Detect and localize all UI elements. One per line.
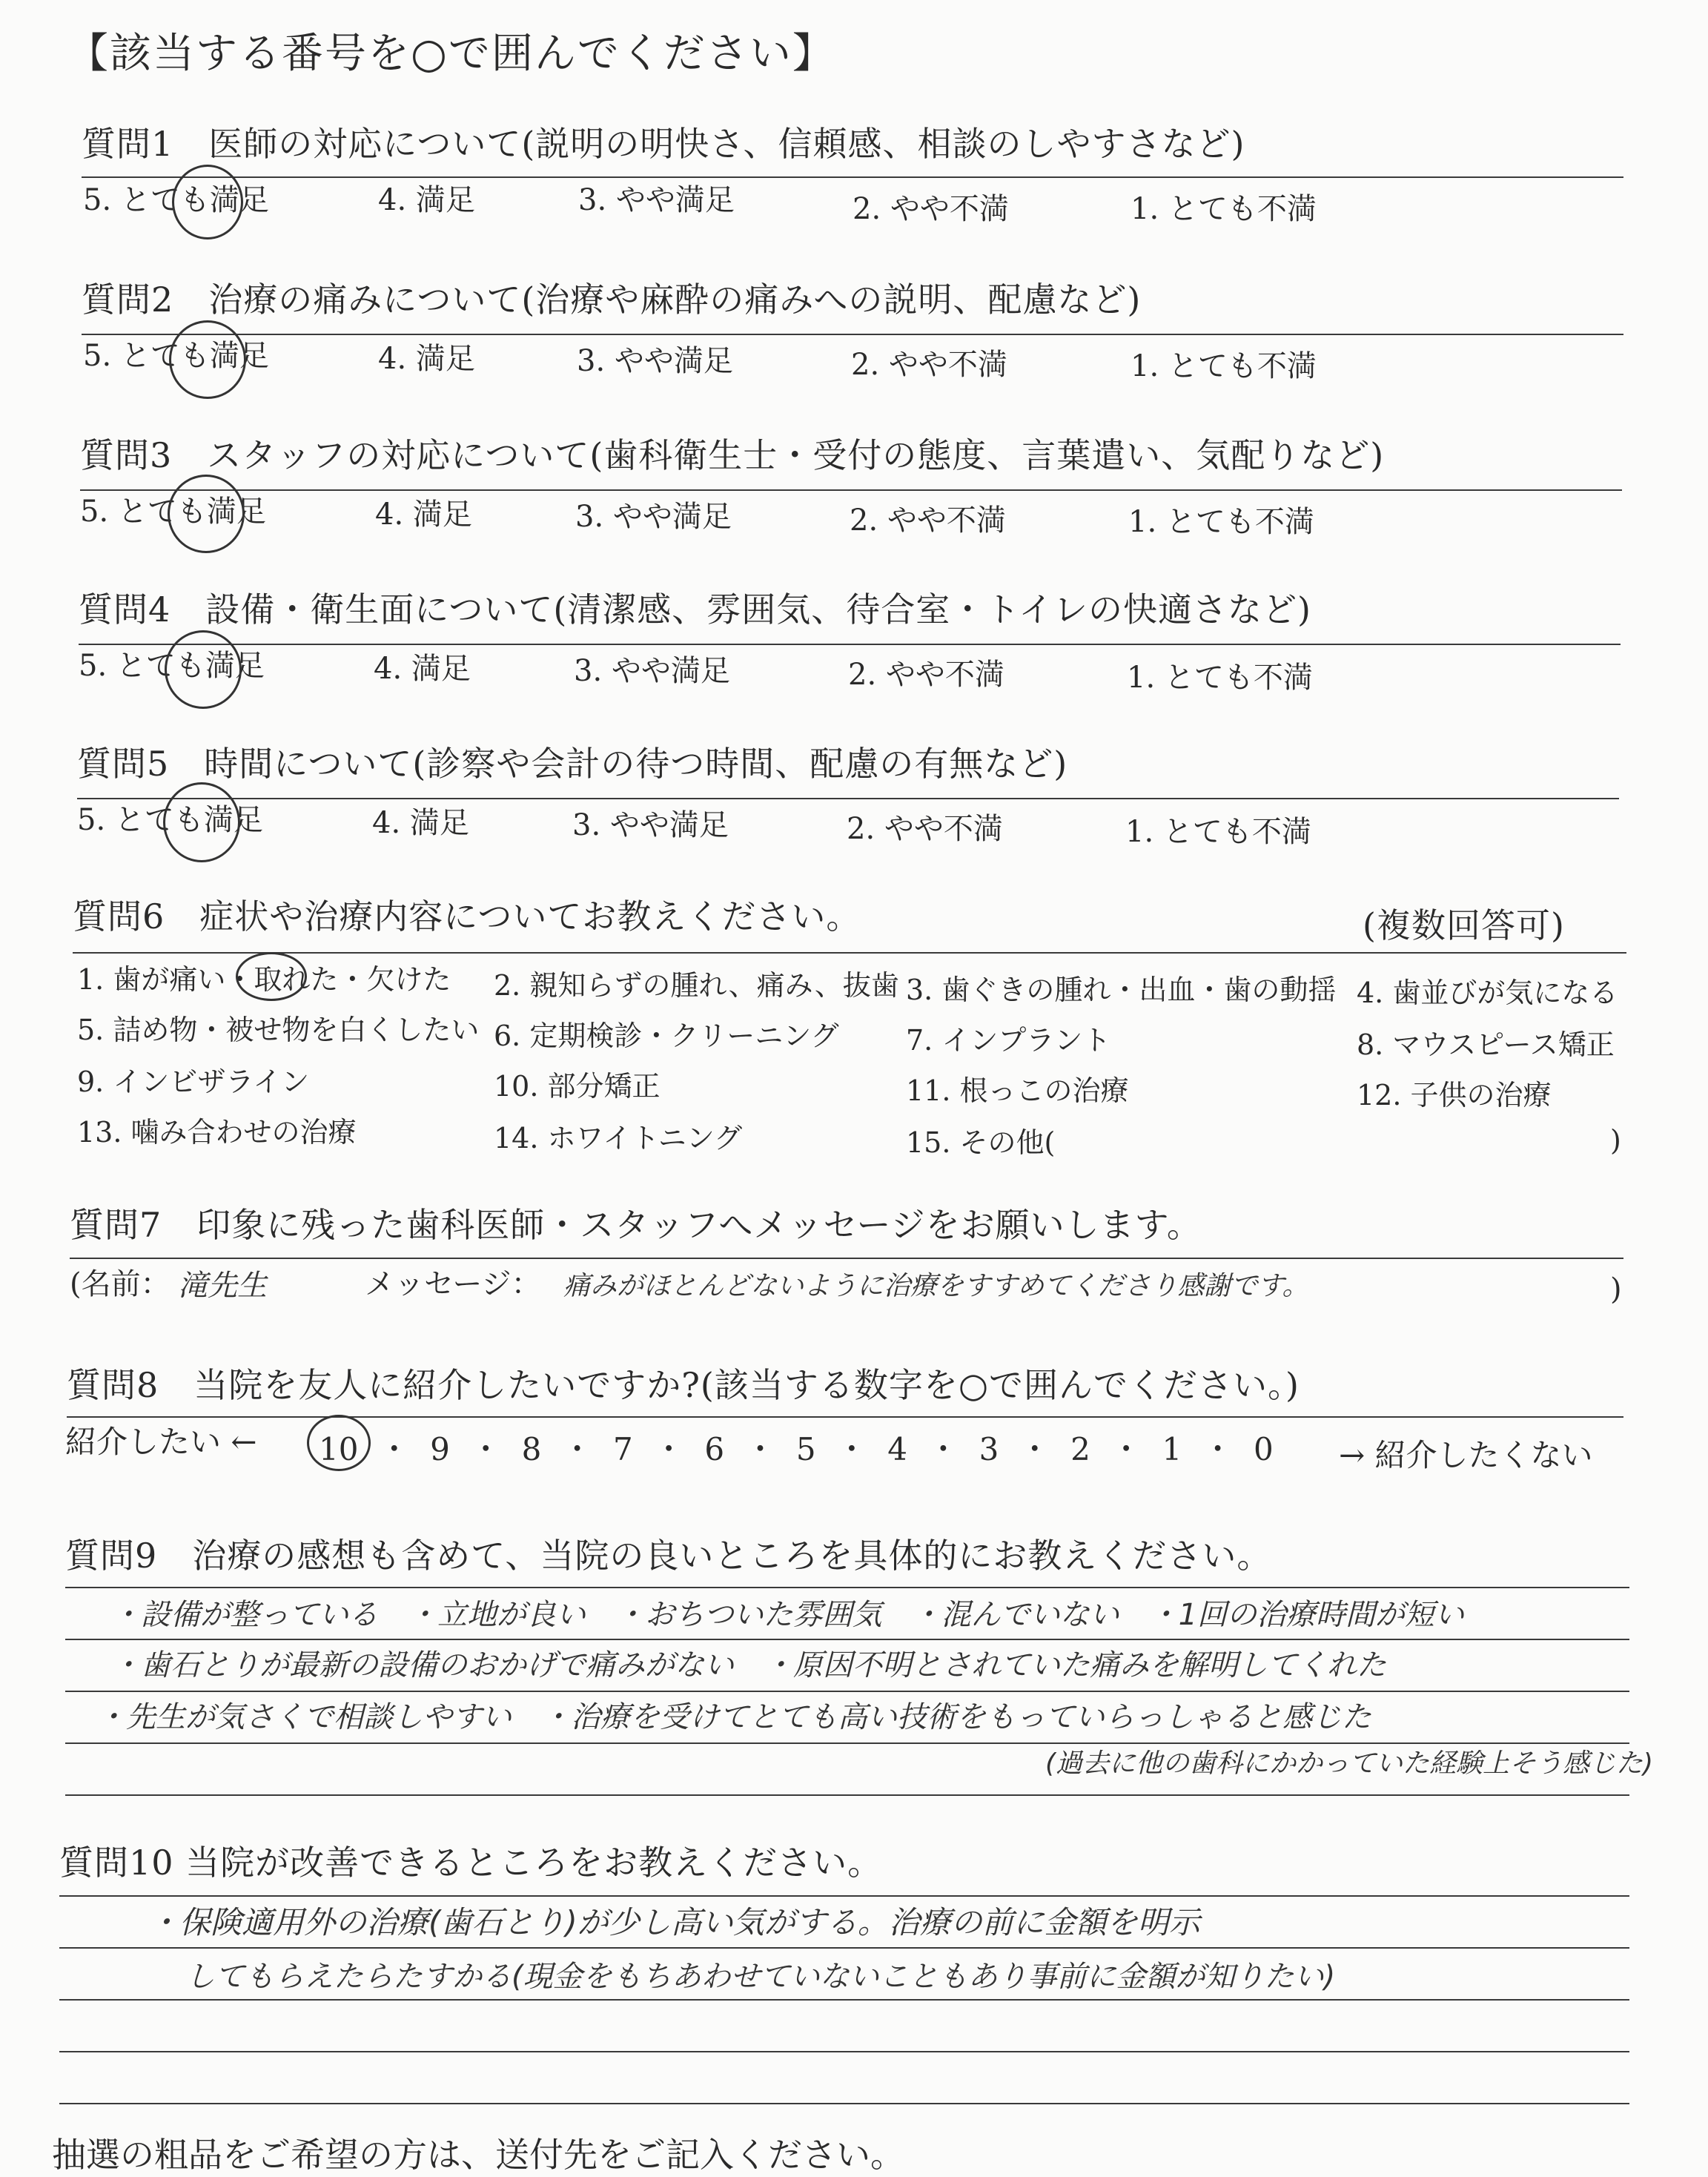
q9-title: 質問9 治療の感想も含めて、当院の良いところを具体的にお教えください。	[65, 1536, 1272, 1576]
q7-close-paren: )	[1610, 1272, 1622, 1306]
q3-option-5[interactable]: 5. とても満足	[80, 495, 266, 529]
q1-option-1[interactable]: 1. とても不満	[1131, 192, 1317, 226]
q6-option-5[interactable]: 5. 詰め物・被せ物を白くしたい	[77, 1014, 480, 1046]
q5-option-4[interactable]: 4. 満足	[372, 806, 469, 840]
q2-option-3[interactable]: 3. やや満足	[577, 344, 733, 378]
q5-option-1[interactable]: 1. とても不満	[1125, 815, 1311, 849]
footer-instruction: 抽選の粗品をご希望の方は、送付先をご記入ください。	[52, 2135, 904, 2175]
q4-option-5[interactable]: 5. とても満足	[79, 649, 265, 683]
q1-option-5[interactable]: 5. とても満足	[83, 183, 269, 217]
q4-selection-circle	[165, 630, 242, 709]
q8-right-label: → 紹介したくない	[1339, 1437, 1593, 1473]
q9-line-4[interactable]: (過去に他の歯科にかかっていた経験上そう感じた)	[1045, 1748, 1654, 1779]
page-title: 【該当する番号を○で囲んでください】	[67, 30, 835, 78]
q6-note: (複数回答可)	[1363, 905, 1565, 945]
q6-option-15[interactable]: 15. その他(	[906, 1126, 1056, 1159]
q3-option-4[interactable]: 4. 満足	[375, 498, 472, 532]
q8-scale[interactable]: 10 ・ 9 ・ 8 ・ 7 ・ 6 ・ 5 ・ 4 ・ 3 ・ 2 ・ 1 ・ 0	[319, 1431, 1274, 1467]
q3-option-1[interactable]: 1. とても不満	[1128, 505, 1314, 539]
q6-option-12[interactable]: 12. 子供の治療	[1357, 1079, 1552, 1111]
q4-title: 質問4 設備・衛生面について(清潔感、雰囲気、待合室・トイレの快適さなど)	[79, 589, 1311, 630]
q10-title: 質問10 当院が改善できるところをお教えください。	[59, 1843, 883, 1883]
q5-option-3[interactable]: 3. やや満足	[572, 808, 729, 842]
q6-option-9[interactable]: 9. インビザライン	[77, 1066, 310, 1098]
q6-option-2[interactable]: 2. 親知らずの腫れ、痛み、抜歯	[494, 969, 899, 1002]
q7-title: 質問7 印象に残った歯科医師・スタッフへメッセージをお願いします。	[70, 1205, 1202, 1245]
q4-option-3[interactable]: 3. やや満足	[574, 654, 730, 688]
q2-option-5[interactable]: 5. とても満足	[83, 339, 269, 373]
q2-option-4[interactable]: 4. 満足	[378, 342, 475, 376]
q3-option-3[interactable]: 3. やや満足	[575, 500, 732, 534]
q6-selection-circle	[236, 952, 307, 1001]
q6-option-13[interactable]: 13. 噛み合わせの治療	[77, 1116, 357, 1149]
q8-title: 質問8 当院を友人に紹介したいですか?(該当する数字を○で囲んでください。)	[67, 1365, 1300, 1405]
q5-selection-circle	[163, 782, 240, 862]
q8-selection-circle	[307, 1415, 371, 1471]
q6-option-1[interactable]: 1. 歯が痛い・取れた・欠けた	[77, 963, 451, 996]
q6-option-10[interactable]: 10. 部分矯正	[494, 1070, 661, 1103]
q2-option-1[interactable]: 1. とても不満	[1131, 349, 1317, 383]
q7-message-label: メッセージ：	[365, 1267, 541, 1301]
q9-line-2[interactable]: ・歯石とりが最新の設備のおかげで痛みがない ・原因不明とされていた痛みを解明してくれた	[111, 1648, 1386, 1682]
q6-option-8[interactable]: 8. マウスピース矯正	[1357, 1028, 1615, 1061]
q1-option-2[interactable]: 2. やや不満	[853, 192, 1009, 226]
q1-selection-circle	[172, 165, 243, 239]
q9-line-1[interactable]: ・設備が整っている ・立地が良い ・おちついた雰囲気 ・混んでいない ・1回の治療時間が短い	[111, 1598, 1465, 1632]
q3-option-2[interactable]: 2. やや不満	[850, 503, 1006, 538]
q10-line-2[interactable]: してもらえたらたすかる(現金をもちあわせていないこともあり事前に金額が知りたい)	[185, 1960, 1336, 1994]
q6-title: 質問6 症状や治療内容についてお教えください。	[73, 896, 861, 936]
q3-selection-circle	[168, 475, 245, 553]
q1-option-4[interactable]: 4. 満足	[378, 183, 475, 217]
q2-title: 質問2 治療の痛みについて(治療や麻酔の痛みへの説明、配慮など)	[82, 280, 1142, 320]
q6-option-7[interactable]: 7. インプラント	[906, 1024, 1111, 1057]
q7-name-label: (名前：	[70, 1267, 171, 1301]
q6-option-4[interactable]: 4. 歯並びが気になる	[1357, 977, 1618, 1009]
q4-option-1[interactable]: 1. とても不満	[1127, 661, 1313, 695]
q3-title: 質問3 スタッフの対応について(歯科衛生士・受付の態度、言葉遣い、気配りなど)	[80, 435, 1385, 475]
q2-selection-circle	[169, 320, 246, 399]
q1-option-3[interactable]: 3. やや満足	[578, 183, 735, 217]
q6-option-3[interactable]: 3. 歯ぐきの腫れ・出血・歯の動揺	[906, 974, 1337, 1006]
q7-message-value[interactable]: 痛みがほとんどないように治療をすすめてくださり感謝です。	[563, 1271, 1309, 1301]
q1-title: 質問1 医師の対応について(説明の明快さ、信頼感、相談のしやすさなど)	[82, 124, 1245, 164]
q6-option-15-close: )	[1610, 1124, 1621, 1157]
q8-left-label: 紹介したい ←	[65, 1424, 257, 1460]
q6-option-11[interactable]: 11. 根っこの治療	[906, 1074, 1129, 1107]
q10-line-1[interactable]: ・保険適用外の治療(歯石とり)が少し高い気がする。治療の前に金額を明示	[148, 1904, 1200, 1940]
q5-option-2[interactable]: 2. やや不満	[847, 812, 1003, 846]
q7-name-value[interactable]: 滝先生	[178, 1269, 267, 1303]
q9-line-3[interactable]: ・先生が気さくで相談しやすい ・治療を受けてとても高い技術をもっていらっしゃると感じた	[96, 1700, 1371, 1734]
q5-title: 質問5 時間について(診察や会計の待つ時間、配慮の有無など)	[77, 744, 1068, 784]
q2-option-2[interactable]: 2. やや不満	[851, 348, 1007, 382]
q5-option-5[interactable]: 5. とても満足	[77, 803, 263, 837]
q6-option-14[interactable]: 14. ホワイトニング	[494, 1122, 743, 1154]
q4-option-2[interactable]: 2. やや不満	[848, 658, 1004, 692]
q4-option-4[interactable]: 4. 満足	[374, 652, 471, 686]
q6-option-6[interactable]: 6. 定期検診・クリーニング	[494, 1020, 839, 1052]
